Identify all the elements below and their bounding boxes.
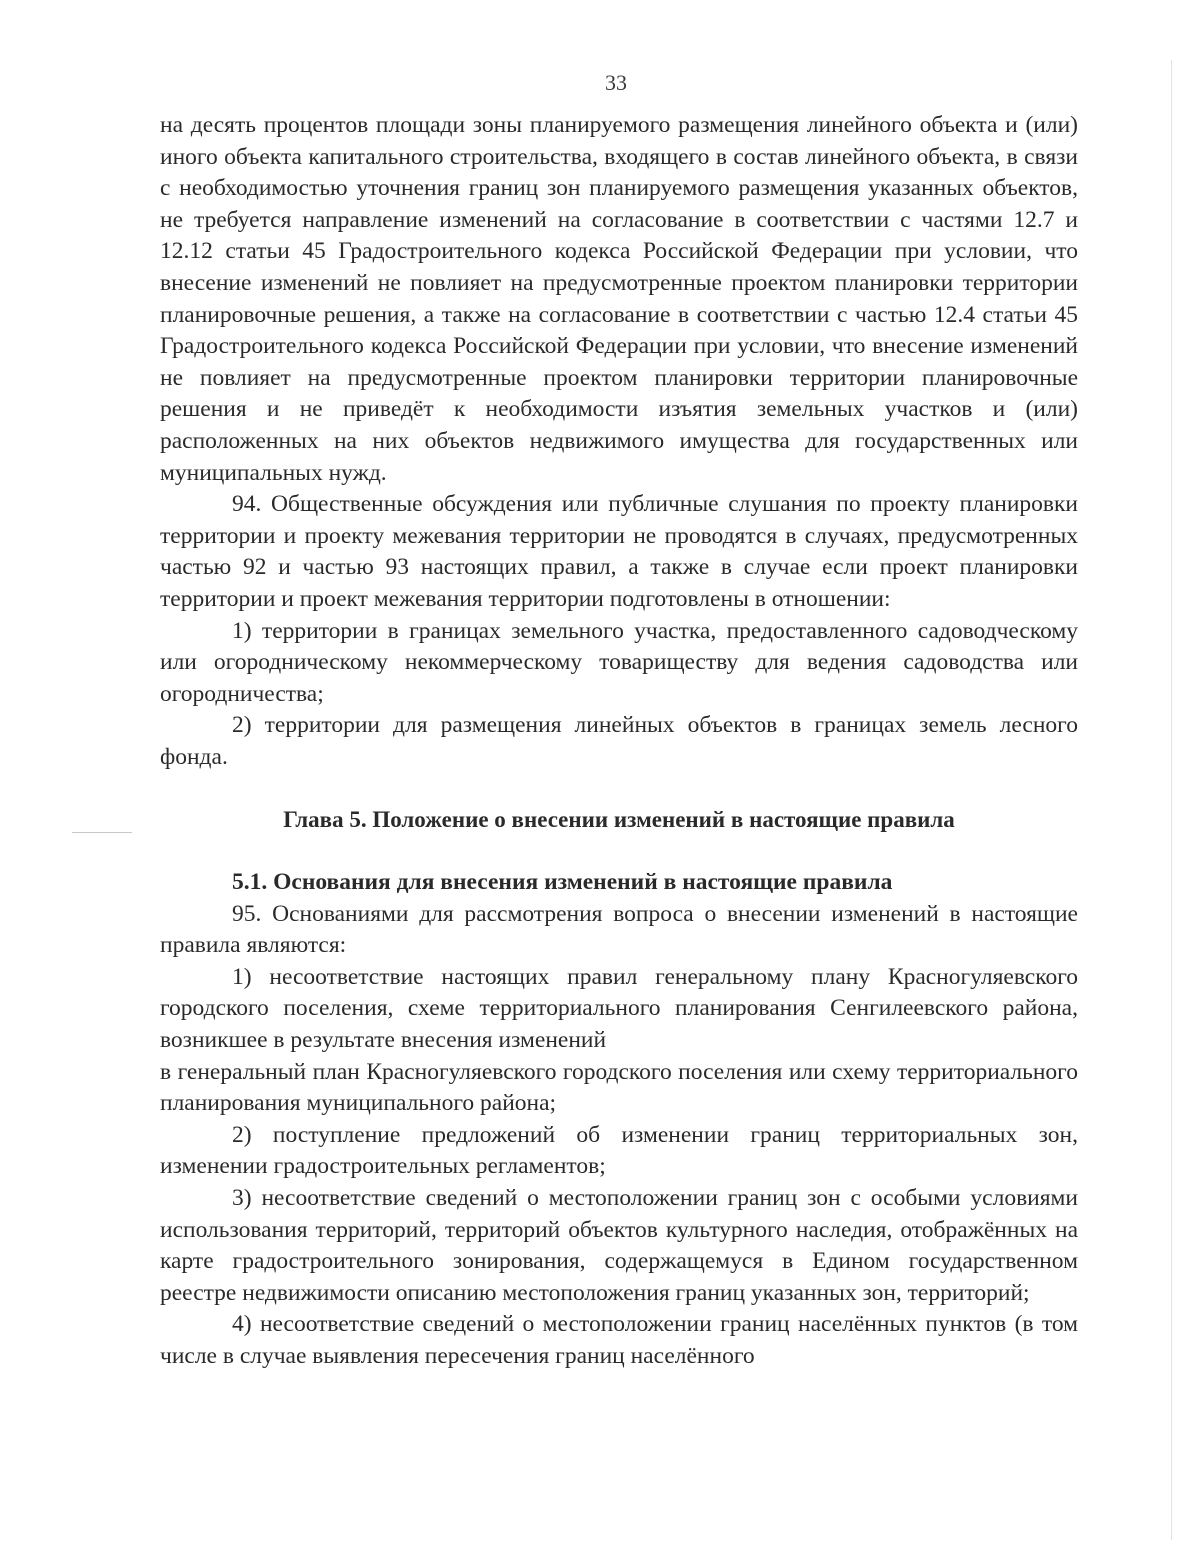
paragraph-continuation: на десять процентов площади зоны планируемого размещения линейного объекта и (или) иного объекта капитального строительства, входящего в состав линейного объекта, в связи с необходимостью уточнения границ зон планируемого размещения указанных объектов, не требуется направление изменений на согласование в соответствии с частями 12.7 и 12.12 статьи 45 Градостроительного кодекса Российской Федерации при условии, что внесение изменений не повлияет на предусмотренные проектом планировки территории планировочные решения, а также на согласование в соответствии с частью 12.4 статьи 45 Градостроительного кодекса Российской Федерации при условии, что внесение изменений не повлияет на предусмотренные проектом планировки территории планировочные решения и не приведёт к необходимости изъятия земельных участков и (или) расположенных на них объектов недвижимого имущества для государственных или муниципальных нужд. xyxy=(160,112,1078,486)
paragraph-95-item-1: 1) несоответствие настоящих правил генеральному плану Красногуляевского городского поселения, схеме территориального планирования Сенгилеевского района, возникшее в результате внесения изменений xyxy=(160,963,1078,1054)
paragraph-95: 95. Основаниями для рассмотрения вопроса о внесении изменений в настоящие правила являются: xyxy=(160,900,1078,959)
scan-margin-mark xyxy=(72,832,132,833)
section-heading: 5.1. Основания для внесения изменений в настоящие правила xyxy=(232,869,893,896)
paragraph-95-item-4: 4) несоответствие сведений о местоположении границ населённых пунктов (в том числе в случае выявления пересечения границ населённого xyxy=(160,1311,1078,1369)
paragraph-94: 94. Общественные обсуждения или публичные слушания по проекту планировки территории и проекту межевания территории не проводятся в случаях, предусмотренных частью 92 и частью 93 настоящих правил, а также в случае если проект планировки территории и проект межевания территории подготовлены в отношении: xyxy=(160,491,1078,612)
paragraph-94-item-2: 2) территории для размещения линейных объектов в границах земель лесного фонда. xyxy=(160,712,1078,770)
scan-edge-line xyxy=(1171,60,1172,1540)
page-number: 33 xyxy=(605,70,627,95)
document-body xyxy=(160,110,1078,1373)
chapter-heading: Глава 5. Положение о внесении изменений в настоящие правила xyxy=(283,807,955,833)
paragraph-94-item-1: 1) территории в границах земельного участка, предоставленного садоводческому или огородническому некоммерческому товариществу для ведения садоводства или огородничества; xyxy=(160,617,1078,707)
paragraph-95-item-3: 3) несоответствие сведений о местоположении границ зон с особыми условиями использования территорий, территорий объектов культурного наследия, отображённых на карте градостроительного зонирования, содержащемуся в Едином государственном реестре недвижимости описанию местоположения границ указанных зон, территорий; xyxy=(160,1185,1078,1306)
paragraph-95-item-1-continuation: в генеральный план Красногуляевского городского поселения или схему территориального планирования муниципального района; xyxy=(160,1058,1078,1117)
paragraph-95-item-2: 2) поступление предложений об изменении границ территориальных зон, изменении градостроительных регламентов; xyxy=(160,1121,1078,1180)
